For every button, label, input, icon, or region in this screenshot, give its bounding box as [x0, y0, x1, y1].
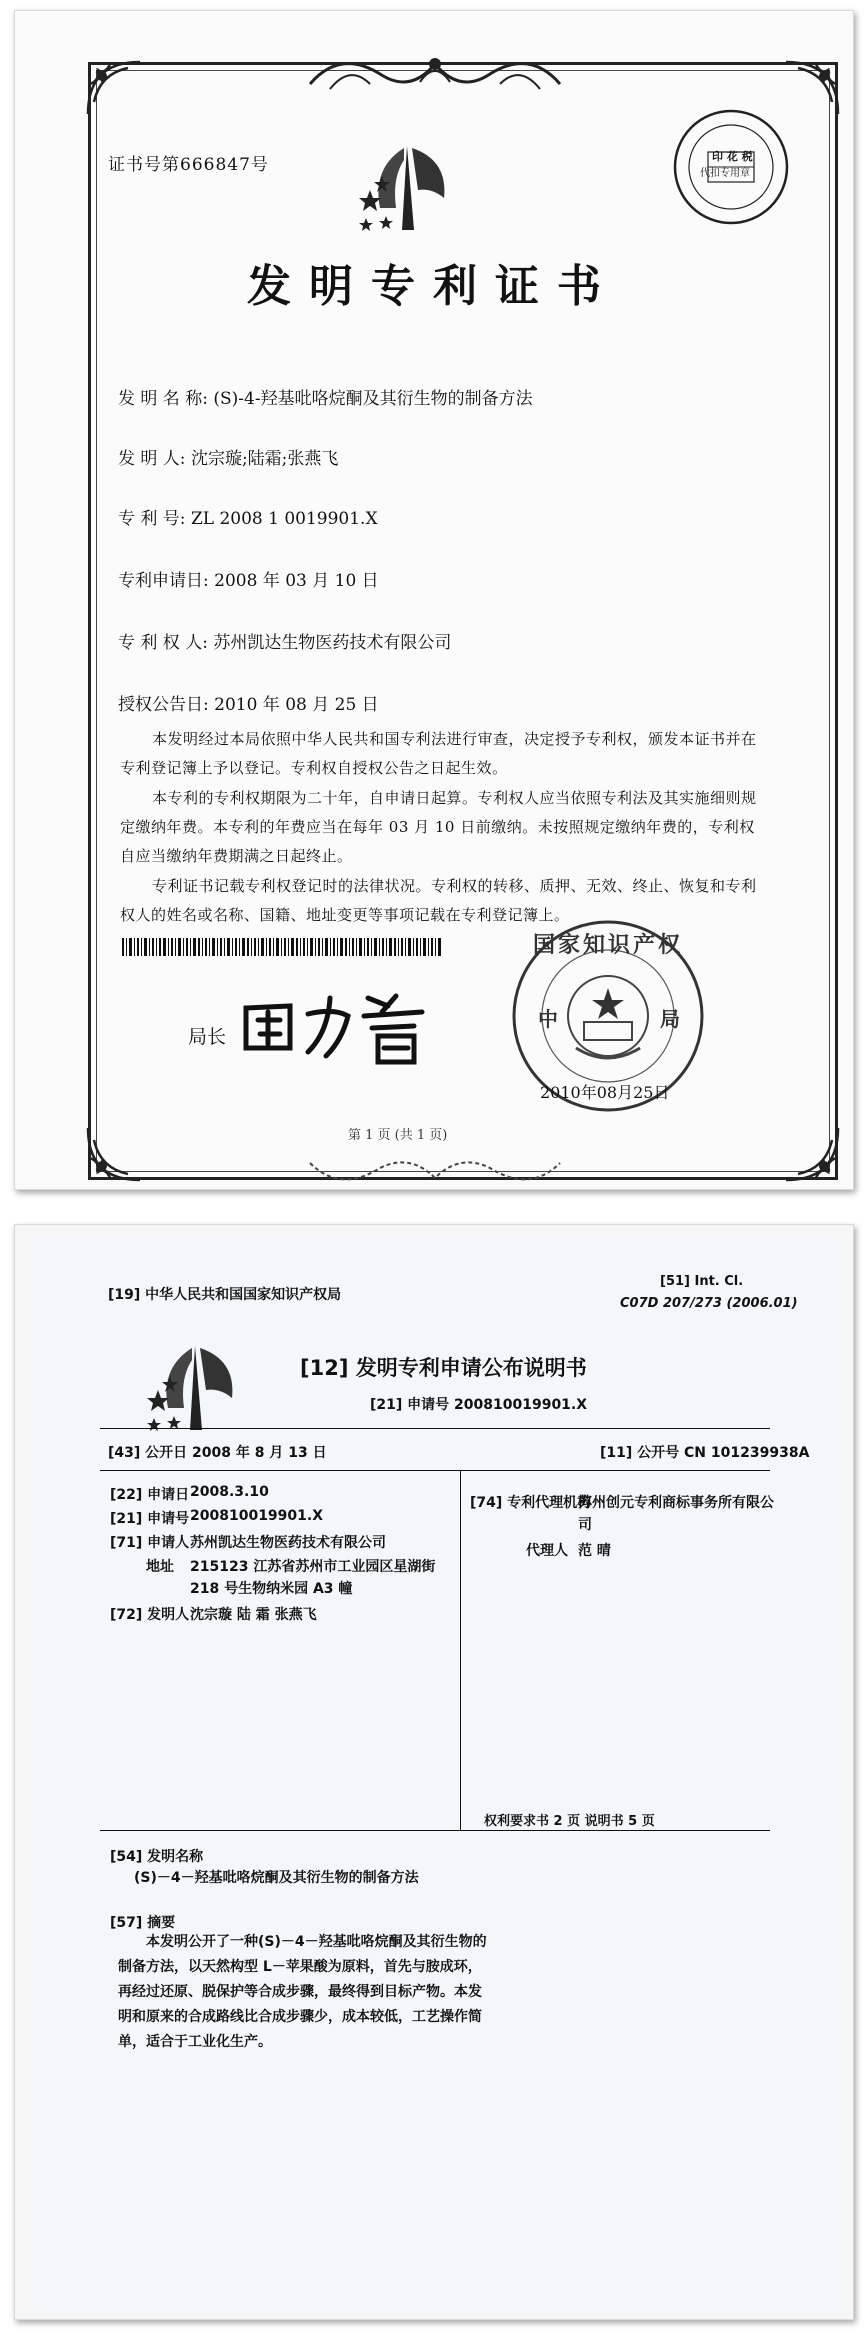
patent-office-emblem-icon [140, 1338, 250, 1438]
seal-date: 2010年08月25日 [540, 1083, 670, 1102]
divider [100, 1830, 770, 1831]
int-cl-value: C07D 207/273 (2006.01) [620, 1296, 798, 1311]
abstract-text: 本发明公开了一种(S)－4－羟基吡咯烷酮及其衍生物的制备方法，以天然构型 L－苹果酸为原料，首先与胺成环，再经过还原、脱保护等合成步骤，最终得到目标产物。本发明和原来的合成路线比合成步骤少，成本较低，工艺操作简单，适合于工业化生产。 [118, 1934, 487, 2050]
publication-date: [43] 公开日 2008 年 8 月 13 日 [108, 1445, 327, 1461]
page-info: 第 1 页 (共 1 页) [348, 1128, 448, 1143]
svg-text:中: 中 [538, 1007, 558, 1031]
top-scroll-ornament-icon [300, 44, 570, 104]
meta-code: [72] 发明人 [110, 1607, 190, 1623]
field-label: 发 明 名 称: [118, 389, 208, 409]
invention-title-value: (S)－4－羟基吡咯烷酮及其衍生物的制备方法 [134, 1870, 419, 1886]
patent-office-emblem-icon [352, 138, 462, 238]
application-number-header: [21] 申请号 200810019901.X [370, 1397, 588, 1413]
meta-code: [21] 申请号 [110, 1511, 190, 1527]
field-label: 发 明 人: [118, 449, 186, 469]
meta-code: [22] 申请日 [110, 1487, 190, 1503]
stamp-duty-sublabel: 代扣专用章 [700, 168, 750, 179]
invention-title-code: [54] 发明名称 [110, 1849, 204, 1865]
corner-ornament-icon [80, 1118, 150, 1188]
meta-code: [71] 申请人 [110, 1535, 190, 1551]
field-inventors [118, 444, 338, 469]
corner-ornament-icon [80, 54, 150, 124]
certificate-number: 证书号第666847号 [108, 155, 269, 175]
field-grant-date [118, 690, 379, 715]
divider [100, 1470, 770, 1471]
director-signature-icon [238, 978, 438, 1068]
divider [100, 1428, 770, 1429]
field-label: 专利申请日: [118, 571, 209, 591]
page-count-note: 权利要求书 2 页 说明书 5 页 [484, 1814, 655, 1829]
corner-ornament-icon [776, 1118, 846, 1188]
document-type: [12] 发明专利申请公布说明书 [300, 1356, 587, 1380]
barcode-icon [122, 938, 442, 956]
meta-value: 苏州凯达生物医药技术有限公司 [190, 1535, 386, 1551]
stamp-duty-label: 印 花 税 [712, 150, 753, 163]
field-application-date [118, 566, 379, 591]
certificate-inner-border [96, 70, 830, 1172]
field-label: 授权公告日: [118, 695, 209, 715]
meta-value: 215123 江苏省苏州市工业园区星湖街 218 号生物纳米园 A3 幢 [190, 1559, 436, 1597]
field-value: 2010 年 08 月 25 日 [214, 695, 379, 715]
field-value: (S)-4-羟基吡咯烷酮及其衍生物的制备方法 [213, 389, 533, 409]
meta-value: 沈宗璇 陆 霜 张燕飞 [190, 1607, 317, 1623]
director-label: 局长 [188, 1026, 227, 1048]
certificate-paragraph: 本发明经过本局依照中华人民共和国专利法进行审查，决定授予专利权，颁发本证书并在专利登记簿上予以登记。专利权自授权公告之日起生效。 [120, 730, 757, 777]
field-value: 2008 年 03 月 10 日 [214, 571, 379, 591]
abstract-code: [57] 摘要 [110, 1915, 176, 1931]
field-patent-number [118, 504, 378, 529]
agency-value: 苏州创元专利商标事务所有限公司 [578, 1495, 774, 1533]
field-value: 沈宗璇;陆霜;张燕飞 [190, 449, 339, 469]
certificate-paragraph: 专利证书记载专利权登记时的法律状况。专利权的转移、质押、无效、终止、恢复和专利权人的姓名或名称、国籍、地址变更等事项记载在专利登记簿上。 [120, 877, 757, 924]
publication-number: [11] 公开号 CN 101239938A [600, 1445, 810, 1461]
agent-label: 代理人 [526, 1543, 568, 1559]
issuing-authority: [19] 中华人民共和国国家知识产权局 [108, 1287, 342, 1303]
column-divider [460, 1470, 461, 1830]
int-cl-label: [51] Int. Cl. [660, 1274, 744, 1289]
agent-value: 范 晴 [578, 1543, 611, 1559]
field-value: 苏州凯达生物医药技术有限公司 [213, 633, 452, 653]
field-label: 专 利 权 人: [118, 633, 208, 653]
field-label: 专 利 号: [118, 509, 186, 529]
field-patentee [118, 628, 451, 653]
field-value: ZL 2008 1 0019901.X [190, 509, 378, 529]
meta-code: 地址 [146, 1559, 174, 1575]
svg-text:国家知识产权: 国家知识产权 [532, 932, 684, 958]
field-invention-title [118, 384, 533, 409]
agency-label: [74] 专利代理机构 [470, 1495, 592, 1511]
svg-text:局: 局 [660, 1007, 680, 1031]
bottom-scroll-ornament-icon [300, 1148, 570, 1198]
certificate-paragraph: 本专利的专利权期限为二十年，自申请日起算。专利权人应当依照专利法及其实施细则规定缴纳年费。本专利的年费应当在每年 03 月 10 日前缴纳。未按照规定缴纳年费的，专利权自应当缴纳年费期满之日起终止。 [120, 789, 757, 865]
meta-value: 2008.3.10 [190, 1484, 269, 1500]
meta-value: 200810019901.X [190, 1508, 324, 1524]
certificate-title: 发明专利证书 [247, 261, 619, 312]
